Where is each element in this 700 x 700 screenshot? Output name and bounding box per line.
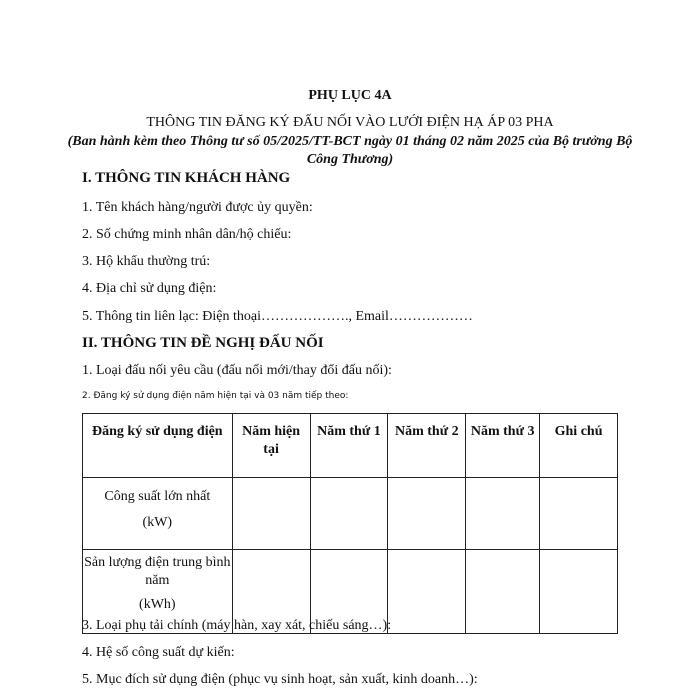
table-header-cell: Ghi chú [540,414,618,478]
table-header-cell: Năm thứ 2 [388,414,466,478]
usage-registration-label: 2. Đăng ký sử dụng điện năm hiện tại và 03 năm tiếp theo: [82,391,349,401]
appendix-label: PHỤ LỤC 4A [308,88,392,103]
table-row [83,478,618,550]
table-cell[interactable] [466,478,540,550]
usage-address-field: 4. Địa chỉ sử dụng điện: [82,281,217,296]
row-unit: (kW) [142,515,173,530]
contact-info-field: 5. Thông tin liên lạc: Điện thoại………………., Email……………… [82,309,473,324]
row-unit: (kWh) [139,597,176,612]
customer-name-field: 1. Tên khách hàng/người được ủy quyền: [82,200,313,215]
row-label-cell [83,478,233,550]
usage-registration-table [82,413,618,634]
section-1-heading: I. THÔNG TIN KHÁCH HÀNG [82,170,291,186]
table-cell[interactable] [540,550,618,634]
table-header-cell: Đăng ký sử dụng điện [83,414,233,478]
power-factor-field: 4. Hệ số công suất dự kiến: [82,645,235,660]
table-cell[interactable] [232,478,310,550]
table-header-cell: Năm thứ 3 [466,414,540,478]
table-cell[interactable] [388,478,466,550]
row-label: Sản lượng điện trung bình năm [84,555,231,588]
table-cell[interactable] [466,550,540,634]
row-label: Công suất lớn nhất [104,489,211,504]
permanent-residence-field: 3. Hộ khẩu thường trú: [82,254,211,269]
table-header-cell: Năm thứ 1 [310,414,388,478]
document-title: THÔNG TIN ĐĂNG KÝ ĐẤU NỐI VÀO LƯỚI ĐIỆN HẠ ÁP 03 PHA [146,115,554,130]
table-cell[interactable] [388,550,466,634]
section-2-heading: II. THÔNG TIN ĐỀ NGHỊ ĐẤU NỐI [82,335,324,351]
id-number-field: 2. Số chứng minh nhân dân/hộ chiếu: [82,227,292,242]
connection-type-field: 1. Loại đấu nối yêu cầu (đấu nối mới/thay đổi đấu nối): [82,363,392,378]
table-cell[interactable] [540,478,618,550]
table-header-cell: Năm hiện tại [232,414,310,478]
table-cell[interactable] [310,478,388,550]
document-subtitle: (Ban hành kèm theo Thông tư số 05/2025/TT-BCT ngày 01 tháng 02 năm 2025 của Bộ trưởng Bộ Công Thương) [67,134,633,167]
usage-purpose-field: 5. Mục đích sử dụng điện (phục vụ sinh hoạt, sản xuất, kinh doanh…): [82,672,478,687]
table-header-row [83,414,618,478]
main-load-type-field: 3. Loại phụ tải chính (máy hàn, xay xát, chiếu sáng…): [82,618,392,633]
